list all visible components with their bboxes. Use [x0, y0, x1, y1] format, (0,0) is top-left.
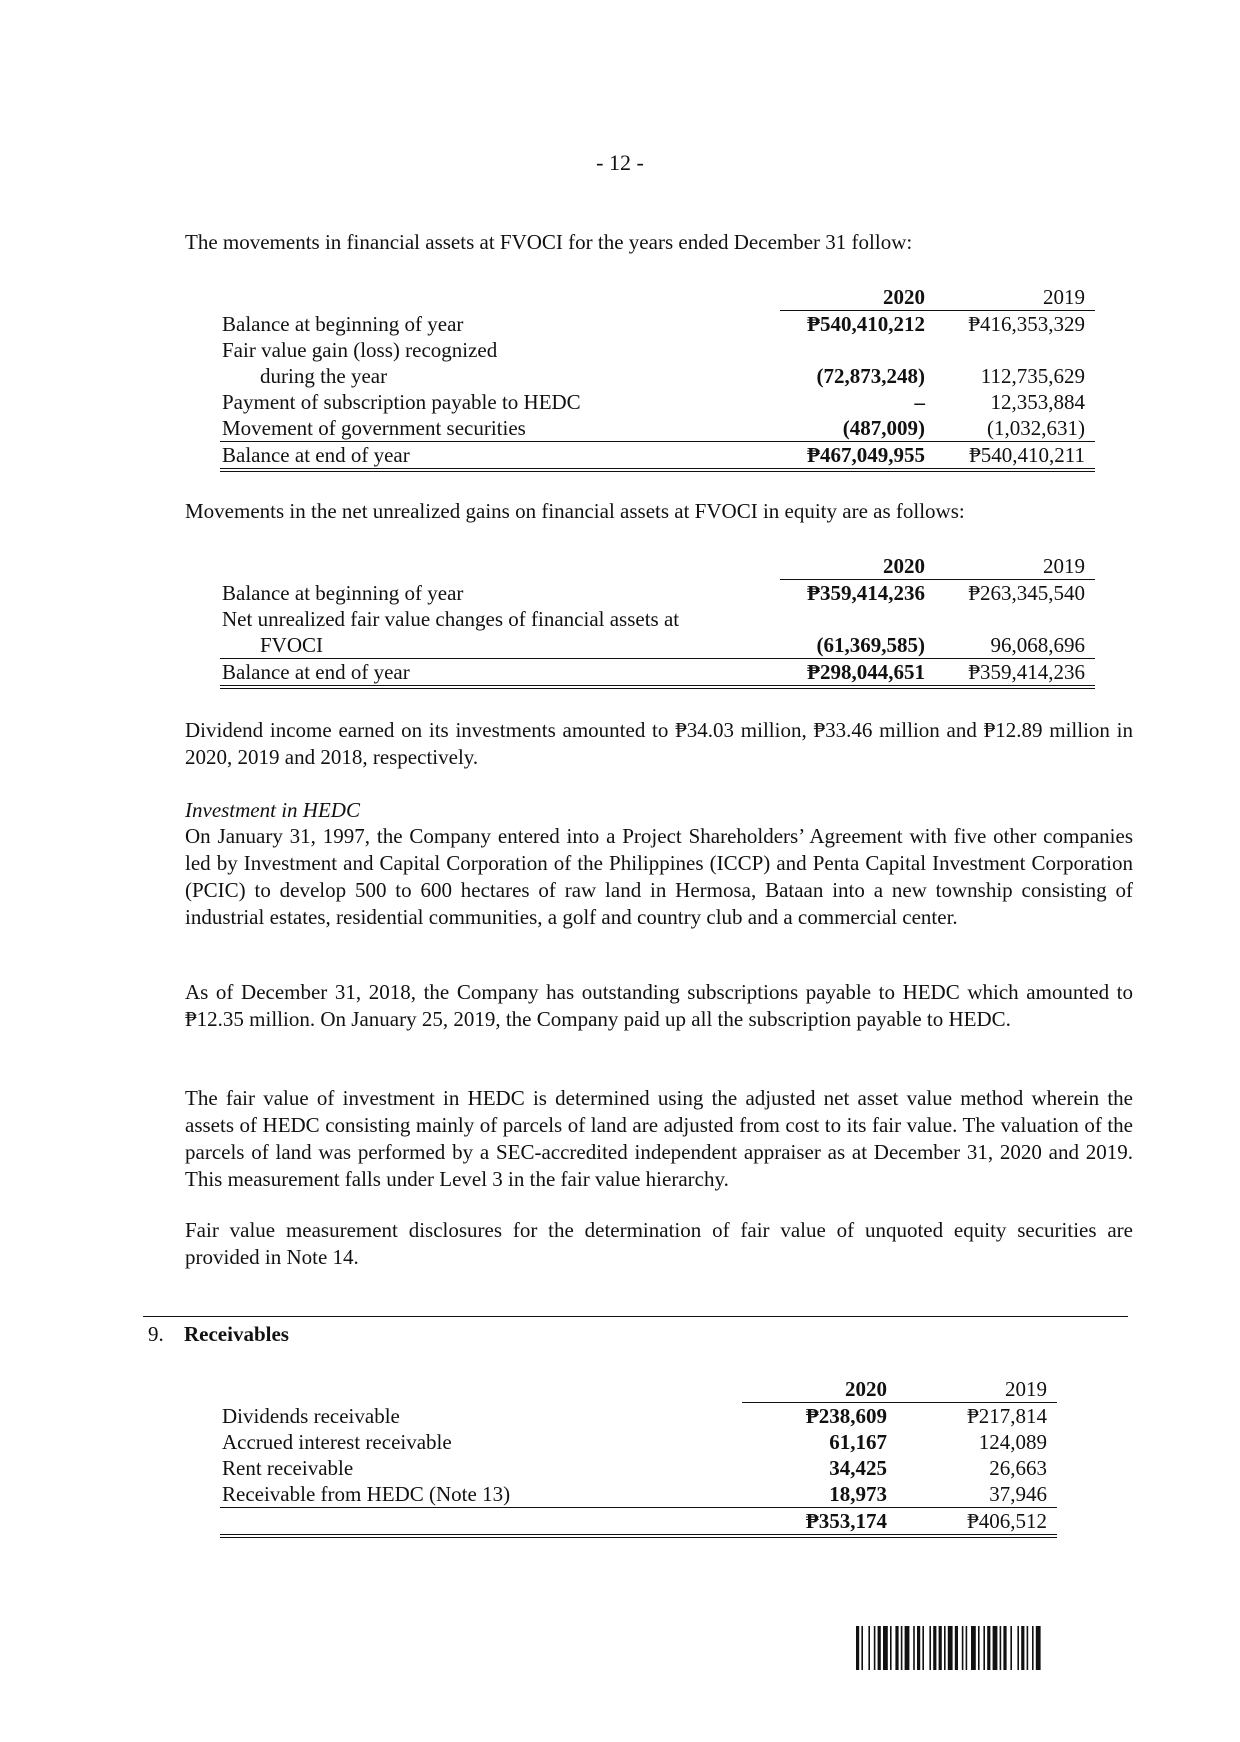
total-2020: ₱353,174	[742, 1508, 897, 1537]
row-label: Rent receivable	[222, 1456, 354, 1480]
value-2020: ₱540,410,212	[807, 312, 925, 336]
fair-value-note-paragraph: Fair value measurement disclosures for the determination of fair value of unquoted equity securities are provided in Note 14.	[185, 1218, 1133, 1269]
table-row	[220, 311, 1095, 338]
table-row	[220, 1429, 1057, 1455]
section-divider	[143, 1316, 1128, 1317]
row-label: Fair value gain (loss) recognized	[222, 338, 498, 362]
barcode-bar	[983, 1626, 985, 1670]
row-label: Net unrealized fair value changes of financial assets at	[222, 607, 680, 631]
barcode-bar	[895, 1626, 898, 1670]
total-row	[220, 442, 1095, 471]
section-number: 9.	[148, 1322, 164, 1346]
total-row	[220, 1508, 1057, 1537]
barcode-bar	[868, 1626, 870, 1670]
hedc-agreement-paragraph: On January 31, 1997, the Company entered into a Project Shareholders’ Agreement with five other companies led by Investment and Capital Corporation of the Philippines (ICCP) and Penta Capital Investment Corporation (PCIC) to develop 500 to 600 hectares of raw land in Hermosa, Bataan into a new township consisting of industrial estates, residential communities, a golf and country club and a commercial center.	[185, 824, 1133, 929]
table-row	[220, 580, 1095, 607]
barcode-bar	[856, 1626, 859, 1670]
value-2019: ₱416,353,329	[968, 312, 1085, 336]
barcode-bar	[878, 1626, 881, 1670]
barcode-bar	[890, 1626, 892, 1670]
row-label: Receivable from HEDC (Note 13)	[220, 1481, 742, 1508]
hedc-fair-value-paragraph: The fair value of investment in HEDC is determined using the adjusted net asset value method wherein the assets of HEDC consisting mainly of parcels of land are adjusted from cost to its fair value. The valuation of the parcels of land was performed by a SEC-accredited independent appraiser as at December 31, 2020 and 2019. This measurement falls under Level 3 in the fair value hierarchy.	[185, 1086, 1133, 1191]
table-row	[220, 363, 1095, 389]
section-title: Receivables	[184, 1322, 289, 1346]
page-number: - 12 -	[596, 150, 644, 175]
barcode-bar	[933, 1626, 936, 1670]
barcode-bar	[966, 1626, 968, 1670]
barcode-bar	[929, 1626, 931, 1670]
value-2020: –	[914, 390, 925, 414]
barcode-bar	[1027, 1626, 1029, 1670]
barcode-bar	[874, 1626, 876, 1670]
year-2019-header: 2019	[935, 551, 1095, 580]
value-2020: 61,167	[829, 1430, 887, 1454]
table-row	[220, 415, 1095, 442]
value-2019: 112,735,629	[980, 364, 1085, 388]
table-row	[220, 389, 1095, 415]
value-2020: ₱298,044,651	[780, 659, 935, 688]
total-2019: ₱406,512	[897, 1508, 1057, 1537]
total-row	[220, 659, 1095, 688]
value-2020: (72,873,248)	[816, 364, 925, 388]
year-2019-header: 2019	[935, 282, 1095, 311]
value-2019: ₱217,814	[967, 1404, 1047, 1428]
table-header	[220, 1374, 1057, 1403]
barcode-bar	[987, 1626, 990, 1670]
dividend-paragraph: Dividend income earned on its investments amounted to ₱34.03 million, ₱33.46 million and ₱12.89 million in 2020, 2019 and 2018, respectively.	[185, 718, 1133, 769]
barcode-bar	[1036, 1626, 1041, 1670]
year-2020-header: 2020	[780, 551, 935, 580]
value-2019: ₱359,414,236	[935, 659, 1095, 688]
value-2020: ₱359,414,236	[807, 581, 925, 605]
barcode-bar	[944, 1626, 946, 1670]
barcode-bar	[978, 1626, 980, 1670]
fvoci-movements-table	[220, 282, 1095, 472]
table-row	[220, 1403, 1057, 1430]
value-2019	[935, 337, 1095, 363]
barcode-bar	[1003, 1626, 1006, 1670]
value-2019: 37,946	[897, 1481, 1057, 1508]
value-2020: 34,425	[829, 1456, 887, 1480]
value-2020	[780, 337, 935, 363]
value-2019: 96,068,696	[935, 632, 1095, 659]
barcode-bar	[971, 1626, 976, 1670]
barcode-bar	[993, 1626, 998, 1670]
barcode-bar	[917, 1626, 920, 1670]
value-2020	[780, 606, 935, 632]
table-header	[220, 551, 1095, 580]
hedc-heading: Investment in HEDC	[185, 798, 360, 822]
year-2019-header: 2019	[897, 1374, 1057, 1403]
barcode-bar	[939, 1626, 942, 1670]
barcode-bar	[955, 1626, 958, 1670]
barcode-bar	[905, 1626, 910, 1670]
row-label: during the year	[260, 364, 388, 388]
value-2019: 12,353,884	[990, 390, 1085, 414]
table-row	[220, 337, 1095, 363]
row-label: Movement of government securities	[220, 415, 780, 442]
hedc-subscription-paragraph: As of December 31, 2018, the Company has outstanding subscriptions payable to HEDC which amounted to ₱12.35 million. On January 25, 2019, the Company paid up all the subscription payable to HEDC.	[185, 980, 1133, 1031]
barcode-bar	[913, 1626, 915, 1670]
section-heading-receivables	[148, 1322, 289, 1347]
barcode-bar	[1000, 1626, 1002, 1670]
table-row	[220, 1481, 1057, 1508]
row-label: Balance at beginning of year	[222, 312, 464, 336]
barcode-bar	[861, 1626, 863, 1670]
row-label: Balance at end of year	[220, 659, 780, 688]
barcode-bar	[948, 1626, 953, 1670]
barcode-bar	[901, 1626, 903, 1670]
barcode-bar	[922, 1626, 924, 1670]
row-label: FVOCI	[220, 632, 780, 659]
table-row	[220, 632, 1095, 659]
value-2019	[935, 606, 1095, 632]
table-row	[220, 606, 1095, 632]
barcode-bar	[1021, 1626, 1024, 1670]
value-2019: (1,032,631)	[935, 415, 1095, 442]
table-row	[220, 1455, 1057, 1481]
value-2020: (487,009)	[780, 415, 935, 442]
value-2019: 124,089	[978, 1430, 1047, 1454]
barcode-image	[856, 1626, 1122, 1670]
value-2020: ₱238,609	[805, 1404, 887, 1428]
barcode-bar	[1010, 1626, 1012, 1670]
barcode-bar	[1017, 1626, 1019, 1670]
barcode-bar	[962, 1626, 964, 1670]
row-label: Accrued interest receivable	[222, 1430, 452, 1454]
row-label: Balance at beginning of year	[222, 581, 464, 605]
year-2020-header: 2020	[780, 282, 935, 311]
value-2019: 26,663	[989, 1456, 1047, 1480]
table-header	[220, 282, 1095, 311]
row-label: Balance at end of year	[220, 442, 780, 471]
receivables-table	[220, 1374, 1057, 1538]
value-2020: 18,973	[742, 1481, 897, 1508]
unrealized-intro: Movements in the net unrealized gains on financial assets at FVOCI in equity are as follows:	[185, 499, 965, 523]
unrealized-gains-table	[220, 551, 1095, 689]
value-2019: ₱263,345,540	[968, 581, 1085, 605]
fvoci-intro: The movements in financial assets at FVOCI for the years ended December 31 follow:	[185, 230, 913, 254]
value-2020: (61,369,585)	[780, 632, 935, 659]
year-2020-header: 2020	[742, 1374, 897, 1403]
value-2020: ₱467,049,955	[780, 442, 935, 471]
barcode-bar	[883, 1626, 888, 1670]
row-label: Payment of subscription payable to HEDC	[222, 390, 581, 414]
value-2019: ₱540,410,211	[935, 442, 1095, 471]
row-label: Dividends receivable	[222, 1404, 400, 1428]
barcode-bar	[1032, 1626, 1034, 1670]
